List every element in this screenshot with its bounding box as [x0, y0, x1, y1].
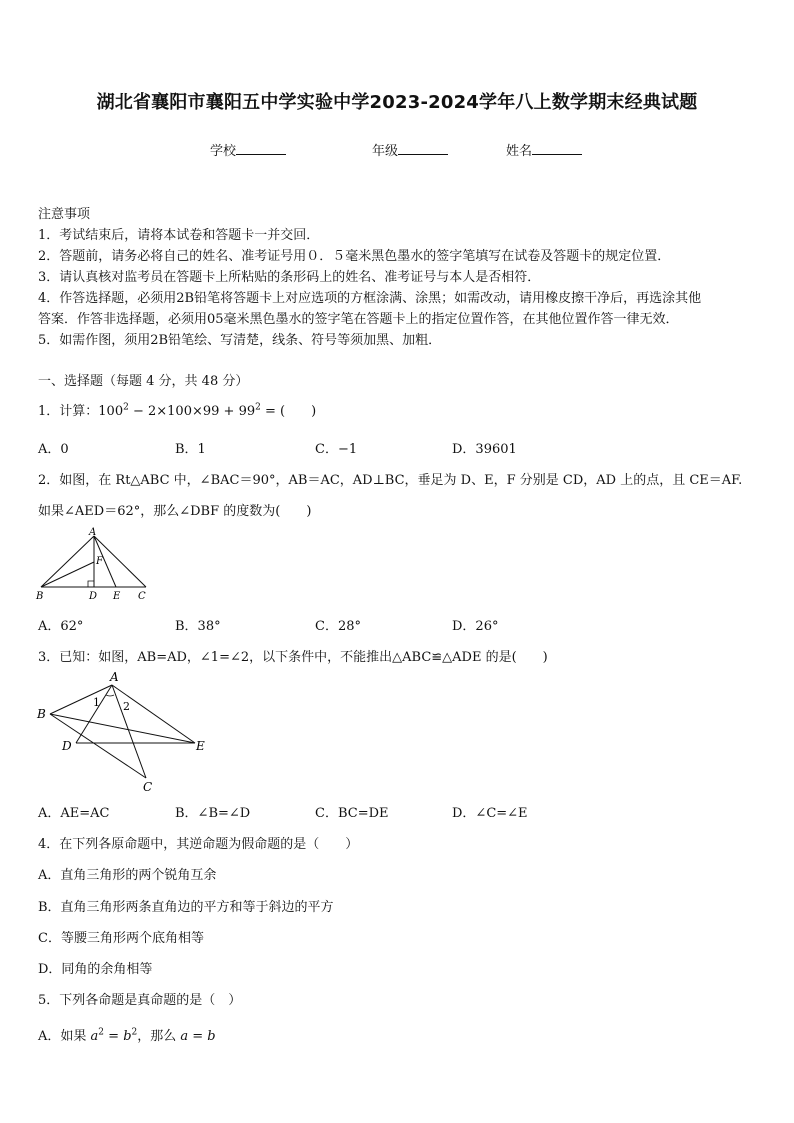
q5a-exp1: 2: [98, 1027, 105, 1038]
section-heading: 一、选择题（每题 4 分，共 48 分）: [38, 374, 249, 389]
label-d: D: [89, 591, 98, 602]
grade-label: 年级: [372, 144, 399, 159]
notice-item: 5．如需作图，须用2B铅笔绘、写清楚，线条、符号等须加黑、加粗．: [38, 333, 442, 348]
segment-bf: [41, 562, 94, 587]
label-b: B: [36, 591, 44, 602]
q1-option-a[interactable]: A．0: [38, 442, 69, 457]
notice-heading: 注意事项: [38, 207, 91, 222]
q5-text: 5．下列各命题是真命题的是（ ）: [38, 993, 242, 1008]
name-field: [506, 140, 582, 159]
q4-option-c[interactable]: C．等腰三角形两个底角相等: [38, 931, 204, 946]
notice-item: 3．请认真核对监考员在答题卡上所粘贴的条形码上的姓名、准考证号与本人是否相符．: [38, 270, 541, 285]
q5-option-a[interactable]: [38, 1025, 216, 1044]
q2-option-d[interactable]: D．26°: [452, 619, 499, 634]
segment-ac: [112, 685, 146, 778]
label-c: C: [138, 591, 146, 602]
q5a-eq: = b: [104, 1029, 132, 1044]
school-field: [210, 140, 286, 159]
q3-option-c[interactable]: C．BC=DE: [315, 806, 389, 821]
q5a-conclusion: a = b: [180, 1029, 216, 1044]
q1-option-c[interactable]: C．−1: [315, 442, 358, 457]
q1-option-b[interactable]: B．1: [175, 442, 206, 457]
label-1: 1: [93, 696, 100, 709]
q4-option-d[interactable]: D．同角的余角相等: [38, 962, 153, 977]
q1-middle: − 2×100×99 + 99: [128, 404, 256, 419]
notice-item: 1．考试结束后，请将本试卷和答题卡一并交回．: [38, 228, 320, 243]
q3-figure: [30, 666, 220, 796]
right-angle-mark: [88, 581, 94, 587]
notice-item: 答案．作答非选择题，必须用05毫米黑色墨水的签字笔在答题卡上的指定位置作答，在其他位置作答一律无效．: [38, 312, 679, 327]
q3-text: 3．已知：如图，AB=AD，∠1=∠2，以下条件中，不能推出△ABC≌△ADE 的是( ): [38, 650, 548, 665]
q4-option-b[interactable]: B．直角三角形两条直角边的平方和等于斜边的平方: [38, 900, 334, 915]
school-blank[interactable]: [236, 140, 286, 155]
school-label: 学校: [210, 144, 237, 159]
q1-exp2: 2: [255, 402, 261, 413]
q5a-mid: ，那么: [137, 1029, 181, 1044]
q3-option-a[interactable]: A．AE=AC: [38, 806, 110, 821]
notice-item: 2．答题前，请务必将自己的姓名、准考证号用０．５毫米黑色墨水的签字笔填写在试卷及答题卡的规定位置．: [38, 249, 671, 264]
label-c: C: [143, 780, 153, 794]
q1-tail: = ( ): [260, 404, 317, 419]
label-2: 2: [123, 700, 130, 713]
q2-text-line2: 如果∠AED＝62°，那么∠DBF 的度数为( ): [38, 504, 312, 519]
q1-prefix: 1．计算：: [38, 404, 99, 419]
label-b: B: [37, 707, 46, 721]
label-a: A: [110, 670, 119, 684]
segment-ab: [41, 536, 94, 587]
name-blank[interactable]: [532, 140, 582, 155]
label-d: D: [62, 739, 72, 753]
q3-option-b[interactable]: B．∠B=∠D: [175, 806, 251, 821]
question-1: [38, 400, 316, 419]
q1-option-d[interactable]: D．39601: [452, 442, 517, 457]
grade-blank[interactable]: [398, 140, 448, 155]
label-e: E: [113, 591, 121, 602]
name-label: 姓名: [506, 144, 533, 159]
q2-text-line1: 2．如图，在 Rt△ABC 中，∠BAC＝90°，AB＝AC，AD⊥BC，垂足为 D、E，F 分别是 CD，AD 上的点，且 CE＝AF.: [38, 473, 743, 488]
label-f: F: [96, 556, 103, 567]
q5a-var-a: a: [90, 1029, 99, 1044]
q3-option-d[interactable]: D．∠C=∠E: [452, 806, 528, 821]
grade-field: [372, 140, 448, 159]
q5a-prefix: A．如果: [38, 1029, 91, 1044]
page-title: 湖北省襄阳市襄阳五中学实验中学2023-2024学年八上数学期末经典试题: [96, 92, 698, 113]
q1-exp1: 2: [123, 402, 129, 413]
label-e: E: [196, 739, 205, 753]
notice-item: 4．作答选择题，必须用2B铅笔将答题卡上对应选项的方框涂满、涂黑；如需改动，请用橡皮擦干净后，再选涂其他: [38, 291, 702, 306]
q2-option-b[interactable]: B．38°: [175, 619, 221, 634]
q2-option-c[interactable]: C．28°: [315, 619, 361, 634]
q4-text: 4．在下列各原命题中，其逆命题为假命题的是（ ）: [38, 837, 359, 852]
label-a: A: [89, 527, 97, 538]
q1-base: 100: [98, 404, 124, 419]
angle-mark: [106, 695, 114, 696]
q2-option-a[interactable]: A．62°: [38, 619, 84, 634]
q4-option-a[interactable]: A．直角三角形的两个锐角互余: [38, 868, 217, 883]
q5a-exp2: 2: [131, 1027, 138, 1038]
q2-figure: [30, 526, 160, 602]
